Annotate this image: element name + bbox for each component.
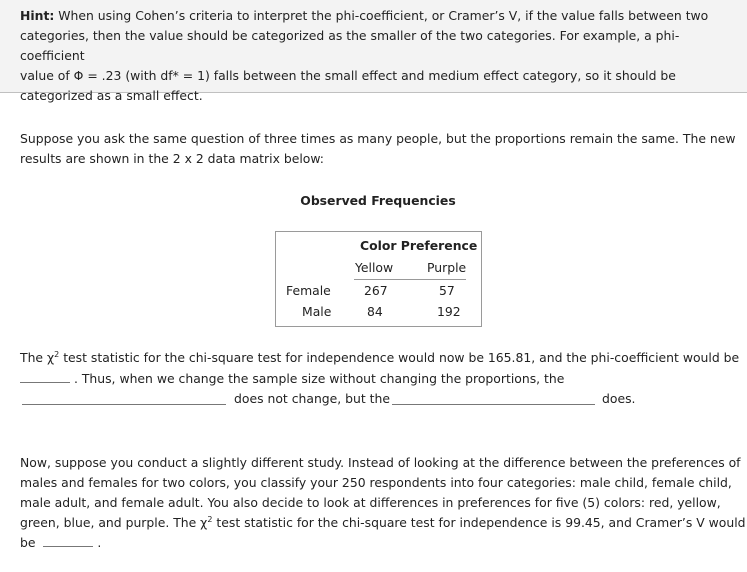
cramers-v-dropdown[interactable] [43, 534, 93, 547]
observed-frequencies-table [275, 231, 482, 327]
hint-line-4: categorized as a small effect. [20, 88, 203, 103]
intro-line-1: Suppose you ask the same question of three times as many people, but the proportions remain the same. The new [20, 131, 736, 146]
question1-line-2 [20, 369, 564, 389]
cell-male-yellow: 84 [367, 304, 383, 319]
phi-coefficient-dropdown[interactable] [20, 370, 70, 383]
column-header-yellow: Yellow [355, 260, 394, 275]
does-change-dropdown[interactable] [392, 392, 595, 405]
hint-label: Hint: [20, 8, 55, 23]
table-title: Observed Frequencies [300, 193, 456, 208]
cell-female-yellow: 267 [364, 283, 388, 298]
intro-line-2: results are shown in the 2 x 2 data matrix below: [20, 151, 324, 166]
does-not-change-dropdown[interactable] [22, 392, 226, 405]
cell-male-purple: 192 [437, 304, 461, 319]
question1-text-2: . Thus, when we change the sample size without changing the proportions, the [73, 371, 565, 386]
hint-line-2: categories, then the value should be categorized as the smaller of the two categories. For example, a phi-coefficient [20, 28, 680, 63]
question2-line-4: green, blue, and purple. The $\chi^2$ test statistic for the chi-square test for independence is 99.45, and Cramer’s V would [20, 514, 746, 530]
hint-text-1: When using Cohen’s criteria to interpret the phi-coefficient, or Cramer’s V, if the value falls between two [54, 8, 709, 23]
row-label-male: Male [302, 304, 332, 319]
question1-text-3-end: does. [602, 391, 636, 406]
question2-line-5 [20, 533, 101, 553]
question2-text-5: be [20, 535, 36, 550]
hint-line-3: value of Φ = .23 (with df* = 1) falls between the small effect and medium effect category, so it should be [20, 68, 676, 83]
question2-line-2: males and females for two colors, you classify your 250 respondents into four categories: male child, female child, [20, 475, 732, 490]
question1-text-3: does not change, but the [234, 391, 391, 406]
cell-female-purple: 57 [439, 283, 455, 298]
row-label-female: Female [286, 283, 331, 298]
group-header: Color Preference [360, 238, 478, 253]
question2-line-1: Now, suppose you conduct a slightly different study. Instead of looking at the difference between the preferences of [20, 455, 741, 470]
hint-line-1 [20, 6, 739, 26]
header-divider [354, 279, 466, 280]
question2-line-3: male adult, and female adult. You also decide to look at differences in preferences for five (5) colors: red, yellow, [20, 495, 721, 510]
question1-line-1: The $\chi^2$ test statistic for the chi-square test for independence would now be 165.81, and the phi-coefficient would be [20, 349, 740, 365]
column-header-purple: Purple [427, 260, 467, 275]
question2-text-5-end: . [97, 535, 102, 550]
hint-box [0, 0, 747, 103]
